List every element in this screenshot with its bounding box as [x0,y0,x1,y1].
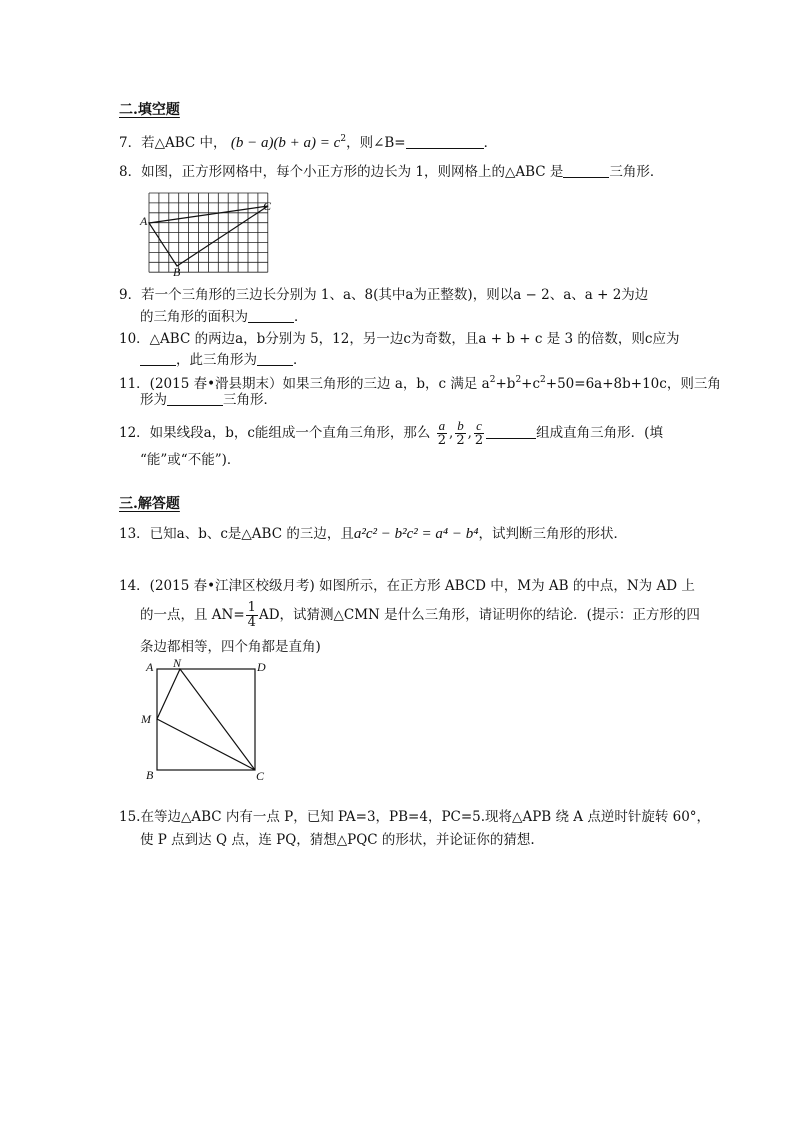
question-13: 13．已知a、b、c是△ABC 的三边，且a²c² − b²c² = a⁴ − b⁴，试判断三角形的形状． [119,526,627,542]
question-8: 8．如图，正方形网格中，每个小正方形的边长为 1，则网格上的△ABC 是 三角形． [119,164,664,180]
question-10-cont: ，此三角形为 ． [140,350,307,370]
q7-formula: (b − a)(b + a) = c [230,135,341,151]
question-11-cont: 形为 三角形． [140,392,277,408]
question-12: 12．如果线段a，b，c能组成一个直角三角形，那么 $\frac{a}{2}$ , $\frac{b}{2}$ , $\frac{c}{2}$ 组成直角三角形．(填 [119,418,663,448]
question-14-cont2: 条边都相等，四个角都是直角) [140,639,321,655]
question-10: 10．△ABC 的两边a，b分别为 5，12，另一边c为奇数，且a + b + c 是 3 的倍数，则c应为 [119,331,680,347]
section-title-answer: 三.解答题 [119,496,180,512]
question-11: 11．(2015 春•滑县期末）如果三角形的三边 a，b，c 满足 $a^2+b^2+c^2+50=6a+8b+10c$，则三角 [119,375,721,392]
question-12-cont: “能”或“不能”)． [140,452,241,468]
answer-blank [563,163,609,178]
q14-label-n: N [173,656,182,670]
question-14: 14．(2015 春•江津区校级月考) 如图所示，在正方形 ABCD 中，M为 AB 的中点，N为 AD 上 [119,578,695,594]
q8-label-a: A [140,214,148,228]
question-9: 9．若一个三角形的三边长分别为 1、a、8(其中a为正整数)，则以a − 2、a、a + 2为边 [119,287,649,303]
answer-blank [257,351,293,366]
answer-blank [167,391,223,406]
question-9-cont: 的三角形的面积为 ． [140,309,308,325]
frac-one-quarter: $\frac{1}{4}$ [247,600,256,630]
q8-label-b: B [173,265,181,279]
frac-b-over-2: $\frac{b}{2}$ [456,418,465,448]
question-15-cont: 使 P 点到达 Q 点，连 PQ，猜想△PQC 的形状，并论证你的猜想. [140,832,535,848]
answer-blank [140,351,176,366]
frac-c-over-2: $\frac{c}{2}$ [474,418,484,448]
q13-formula: a²c² − b²c² = a⁴ − b⁴ [353,526,479,542]
q14-square-figure [140,655,270,785]
question-14-cont: 的一点，且 AN= $\frac{1}{4}$ AD，试猜测△CMN 是什么三角形，请证明你的结论．(提示：正方形的四 [140,600,700,630]
question-15: 15.在等边△ABC 内有一点 P，已知 PA=3，PB=4，PC=5.现将△APB 绕 A 点逆时针旋转 60°， [119,809,711,825]
q14-label-a: A [146,660,154,674]
question-7: 7．若△ABC 中， $(b - a)(b + a) = c^2$，则∠B= ． [119,134,498,151]
q8-grid-figure [140,190,276,280]
q14-label-d: D [257,660,266,674]
answer-blank [248,308,294,323]
section-title-fill-blank: 二.填空题 [119,102,180,118]
frac-a-over-2: $\frac{a}{2}$ [437,418,447,448]
answer-blank [406,134,484,149]
answer-blank [486,424,536,439]
q14-label-m: M [141,712,151,726]
q14-label-b: B [146,768,154,782]
q14-label-c: C [256,769,265,783]
q8-label-c: C [263,199,272,213]
